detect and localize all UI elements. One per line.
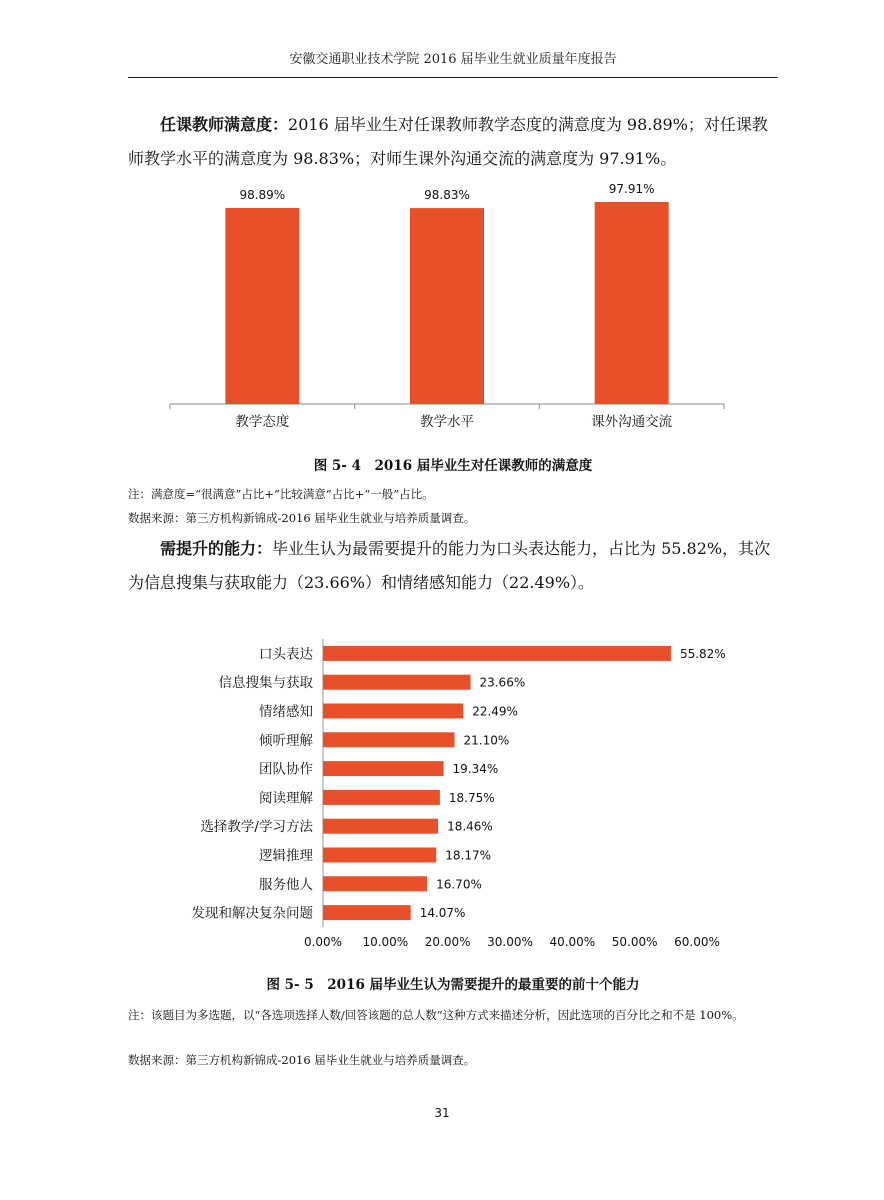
bar <box>323 675 470 690</box>
bar <box>323 876 427 891</box>
data-label: 98.89% <box>239 188 286 202</box>
data-label: 18.46% <box>447 819 493 834</box>
data-label: 23.66% <box>479 675 526 690</box>
data-label: 21.10% <box>463 733 510 748</box>
figure-source: 数据来源：第三方机构新锦成-2016 届毕业生就业与培养质量调查。 <box>128 1053 476 1067</box>
x-tick-label: 0.00% <box>303 935 343 949</box>
bar <box>323 848 436 863</box>
data-label: 18.75% <box>448 790 495 805</box>
paragraph-lead: 任课教师满意度： <box>160 115 289 134</box>
figure-note: 注：满意度=“很满意”占比+“比较满意”占比+“一般”占比。 <box>128 487 434 501</box>
y-tick-label: 信息搜集与获取 <box>218 675 313 692</box>
data-label: 14.07% <box>419 906 466 921</box>
data-label: 22.49% <box>472 704 518 719</box>
y-tick-label: 发现和解决复杂问题 <box>191 905 313 922</box>
y-tick-label: 团队协作 <box>259 761 313 778</box>
x-tick-label: 教学态度 <box>235 414 290 430</box>
figure-source: 数据来源：第三方机构新锦成-2016 届毕业生就业与培养质量调查。 <box>128 511 476 525</box>
x-tick-label: 课外沟通交流 <box>591 414 673 430</box>
y-tick-label: 逻辑推理 <box>259 848 313 864</box>
y-tick-label: 选择教学/学习方法 <box>200 819 313 836</box>
x-tick-label: 30.00% <box>487 935 533 949</box>
figure-note: 注：该题目为多选题，以“各选项选择人数/回答该题的总人数”这种方式来描述分析，因此选项的百分比之和不是 100%。 <box>128 1008 744 1022</box>
bar <box>323 905 411 920</box>
figure-caption: 图 5- 5 2016 届毕业生认为需要提升的最重要的前十个能力 <box>266 977 640 993</box>
data-label: 97.91% <box>608 181 655 196</box>
y-tick-label: 倾听理解 <box>259 732 313 749</box>
y-tick-label: 情绪感知 <box>259 704 313 720</box>
y-tick-label: 口头表达 <box>259 646 313 663</box>
page-number: 31 <box>434 1106 450 1120</box>
bar <box>323 704 463 719</box>
paragraph-text: 2016 届毕业生对任课教师教学态度的满意度为 98.89%；对任课教师教学水平的满意度为 98.83%；对师生课外沟通交流的满意度为 97.91%。 <box>128 115 768 168</box>
paragraph-lead: 需提升的能力： <box>160 539 273 558</box>
bar <box>323 790 440 805</box>
bar <box>323 761 444 776</box>
x-tick-label: 10.00% <box>362 935 409 949</box>
x-tick-label: 40.00% <box>549 935 596 949</box>
paragraph-text: 毕业生认为最需要提升的能力为口头表达能力，占比为 55.82%，其次为信息搜集与获取能力（23.66%）和情绪感知能力（22.49%）。 <box>128 539 771 592</box>
figure-caption: 图 5- 4 2016 届毕业生对任课教师的满意度 <box>313 458 593 474</box>
bar <box>323 819 438 834</box>
x-tick-label: 教学水平 <box>420 414 474 430</box>
y-tick-label: 阅读理解 <box>259 790 313 807</box>
page-header: 安徽交通职业技术学院 2016 届毕业生就业质量年度报告 <box>289 52 617 67</box>
data-label: 18.17% <box>445 848 492 863</box>
x-tick-label: 20.00% <box>424 935 471 949</box>
bar <box>323 732 455 747</box>
data-label: 98.83% <box>424 188 470 203</box>
data-label: 55.82% <box>679 646 726 661</box>
y-tick-label: 服务他人 <box>259 876 313 893</box>
x-tick-label: 60.00% <box>674 935 720 949</box>
bar <box>323 646 671 661</box>
data-label: 19.34% <box>452 762 499 777</box>
x-tick-label: 50.00% <box>611 935 658 949</box>
data-label: 16.70% <box>436 877 482 892</box>
